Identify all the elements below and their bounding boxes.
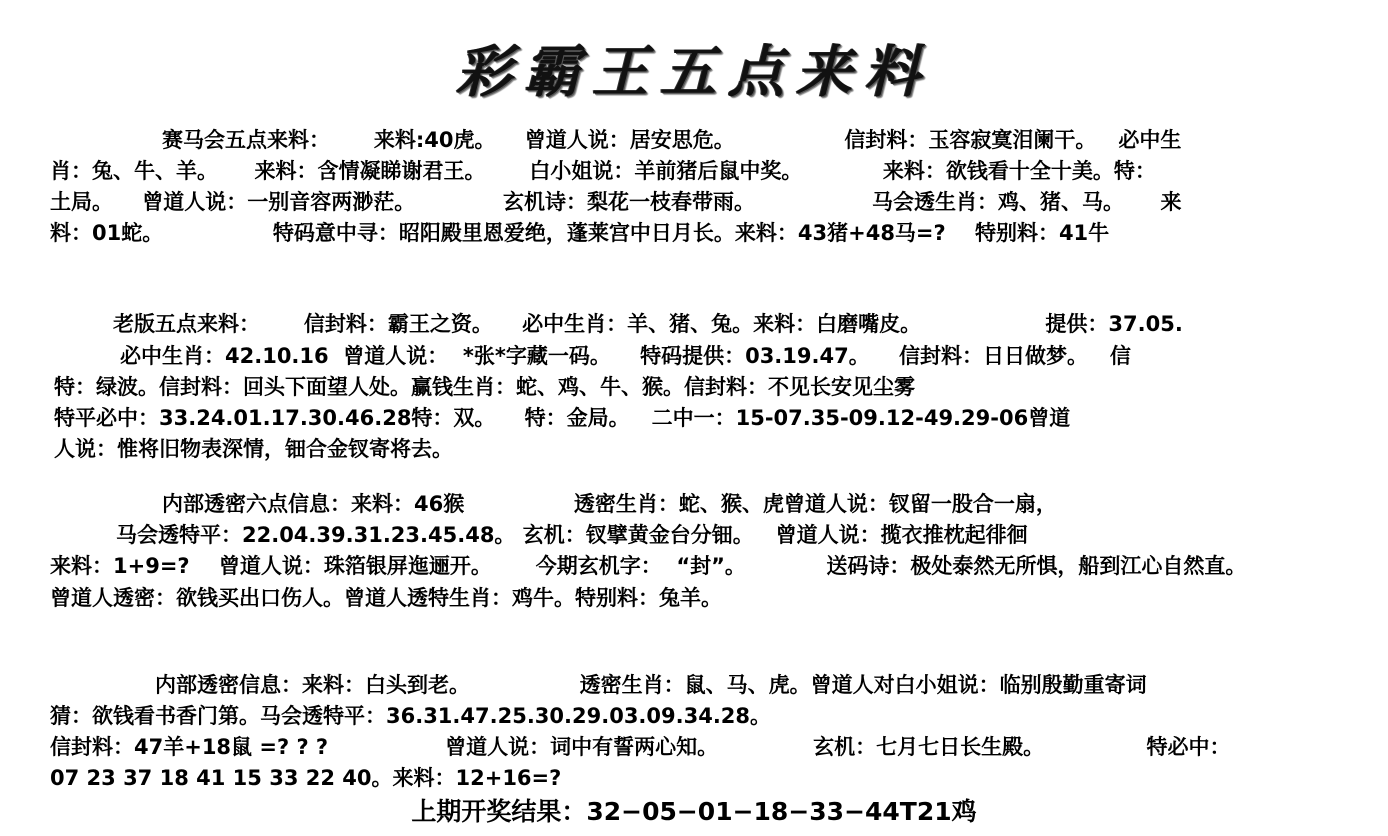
last-draw-result: 上期开奖结果：32−05−01−18−33−44T21鸡	[411, 797, 977, 826]
section1-line-2: 肖：兔、牛、羊。 来料：含情凝睇谢君王。 白小姐说：羊前猪后鼠中奖。 来料：欲钱看十全十美。特：	[50, 159, 1156, 183]
section2-line-5: 人说：惟将旧物表深情，钿合金钗寄将去。	[54, 437, 453, 461]
section4-line-1: 内部透密信息：来料：白头到老。 透密生肖：鼠、马、虎。曾道人对白小姐说：临别殷勤重寄词	[155, 673, 1147, 697]
section3-line-3: 来料：1+9=? 曾道人说：珠箔银屏迤逦开。 今期玄机字： “封”。 送码诗：极处泰然无所惧，船到江心自然直。	[50, 554, 1247, 578]
section2-line-4: 特平必中：33.24.01.17.30.46.28特：双。 特：金局。 二中一：15-07.35-09.12-49.29-06曾道	[54, 406, 1071, 430]
page-title: 彩霸王五点来料	[456, 39, 932, 105]
section4-line-4: 07 23 37 18 41 15 33 22 40。来料：12+16=?	[50, 766, 562, 790]
section3-line-2: 马会透特平：22.04.39.31.23.45.48。 玄机：钗擘黄金台分钿。 曾道人说：揽衣推枕起徘徊	[116, 523, 1028, 547]
section1-line-4: 料：01蛇。 特码意中寻：昭阳殿里恩爱绝，蓬莱宫中日月长。来料：43猪+48马=? 特别料：41牛	[50, 221, 1110, 245]
section3-line-4: 曾道人透密：欲钱买出口伤人。曾道人透特生肖：鸡牛。特别料：兔羊。	[50, 586, 722, 610]
section2-line-3: 特：绿波。信封料：回头下面望人处。赢钱生肖：蛇、鸡、牛、猴。信封料：不见长安见尘雾	[54, 375, 915, 399]
section2-line-2: 必中生肖：42.10.16 曾道人说： *张*字藏一码。 特码提供：03.19.47。 信封料：日日做梦。 信	[120, 344, 1131, 368]
section4-line-2: 猜：欲钱看书香门第。马会透特平：36.31.47.25.30.29.03.09.34.28。	[50, 704, 772, 728]
section3-line-1: 内部透密六点信息：来料：46猴 透密生肖：蛇、猴、虎曾道人说：钗留一股合一扇，	[162, 492, 1057, 516]
section4-line-3: 信封料：47羊+18鼠 =? ? ? 曾道人说：词中有誓两心知。 玄机：七月七日长生殿。 特必中：	[50, 735, 1231, 759]
section1-line-1: 赛马会五点来料： 来料:40虎。 曾道人说：居安思危。 信封料：玉容寂寞泪阑干。 必中生	[162, 128, 1182, 152]
section2-line-1: 老版五点来料： 信封料：霸王之资。 必中生肖：羊、猪、兔。来料：白磨嘴皮。 提供：37.05.	[113, 312, 1183, 336]
section1-line-3: 土局。 曾道人说：一别音容两渺茫。 玄机诗：梨花一枝春带雨。 马会透生肖：鸡、猪、马。 来	[50, 190, 1182, 214]
